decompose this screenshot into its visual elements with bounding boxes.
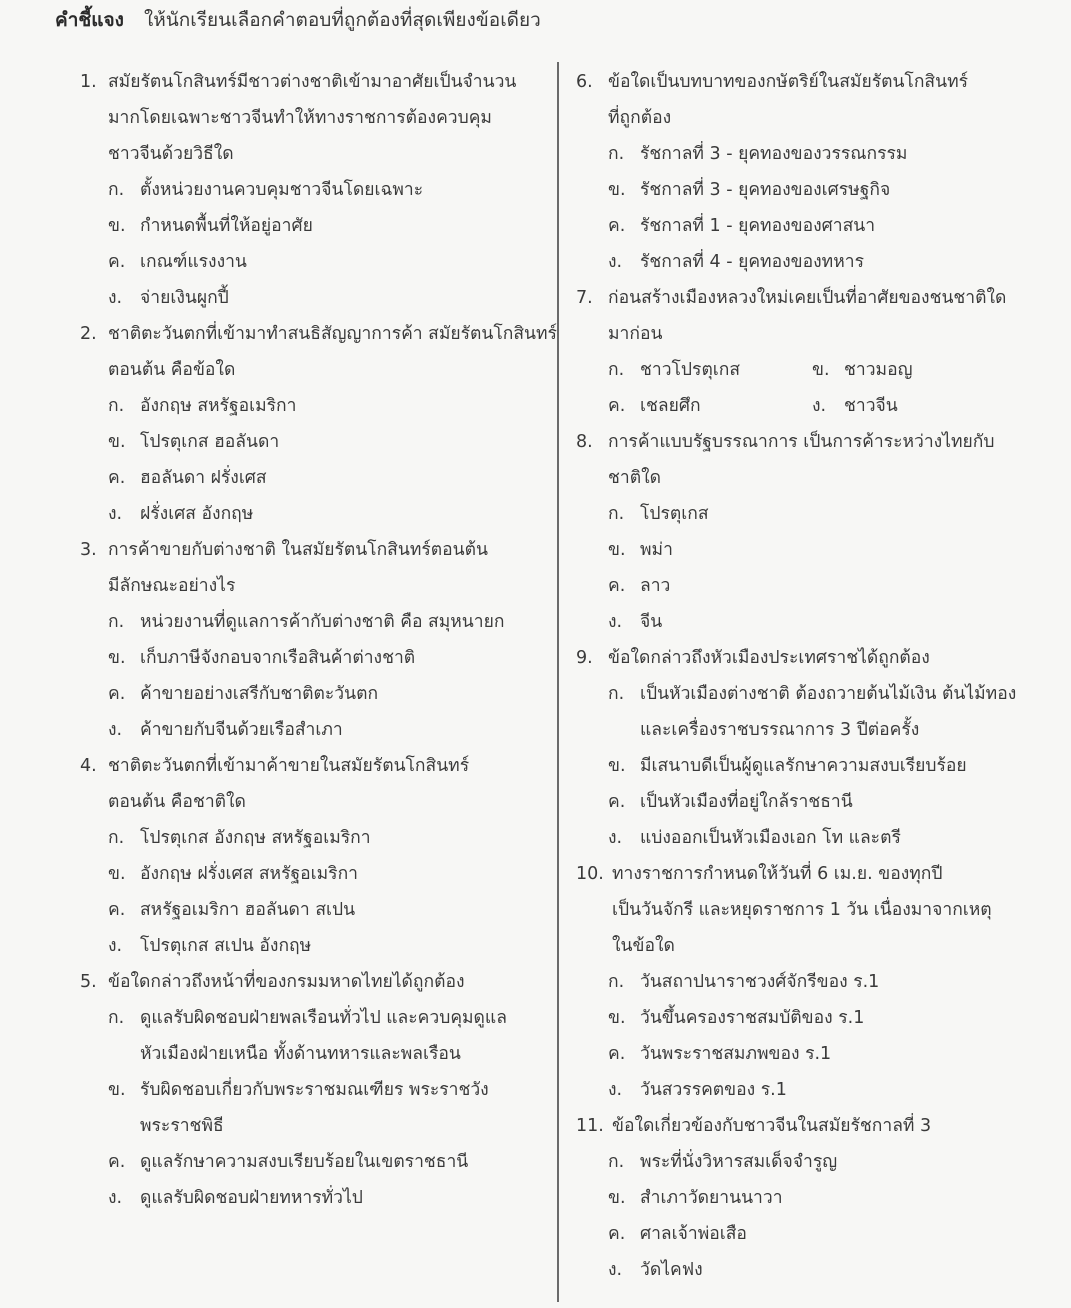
option-letter: ง. [108, 504, 123, 524]
option-text: เก็บภาษีจังกอบจากเรือสินค้าต่างชาติ [140, 648, 416, 668]
option-text: ชาวโปรตุเกส [640, 360, 741, 380]
answer-option [80, 1180, 550, 1216]
option-text-continued: พระราชพิธี [140, 1116, 224, 1136]
option-letter: ง. [108, 1188, 123, 1208]
answer-option [80, 280, 550, 316]
right-column [576, 64, 1046, 1288]
option-text: มีเสนาบดีเป็นผู้ดูแลรักษาความสงบเรียบร้อย [640, 756, 967, 776]
answer-option [576, 1216, 1046, 1252]
answer-option [80, 244, 550, 280]
question-text-continued: ชาติใด [608, 468, 661, 488]
option-letter: ก. [108, 828, 125, 848]
question [576, 1108, 1046, 1288]
option-text: เป็นหัวเมืองที่อยู่ใกล้ราชธานี [640, 792, 853, 812]
question-line [576, 424, 1046, 460]
answer-option [812, 352, 1016, 388]
question-text-continued: ชาวจีนด้วยวิธีใด [108, 144, 234, 164]
answer-option [576, 1144, 1046, 1180]
question-number: 7. [576, 288, 593, 308]
answer-option [576, 604, 1046, 640]
option-text: ลาว [640, 576, 671, 596]
option-letter: ก. [108, 396, 125, 416]
question-text-continued: ตอนต้น คือข้อใด [108, 360, 236, 380]
option-letter: ก. [608, 144, 625, 164]
option-letter: ก. [608, 504, 625, 524]
option-text: โปรตุเกส [640, 504, 709, 524]
question-line [80, 316, 557, 352]
option-letter: ง. [812, 396, 827, 416]
option-text: โปรตุเกส ฮอลันดา [140, 432, 280, 452]
question-line [80, 748, 550, 784]
answer-option [80, 676, 550, 712]
question-text: ทางราชการกำหนดให้วันที่ 6 เม.ย. ของทุกปี [612, 864, 943, 884]
question-text: ชาติตะวันตกที่เข้ามาทำสนธิสัญญาการค้า สมัยรัตนโกสินทร์ [108, 324, 557, 344]
answer-option [608, 352, 812, 388]
option-letter: ค. [608, 216, 626, 236]
instructions-label: คำชี้แจง [55, 9, 124, 31]
question-text-continued: ที่ถูกต้อง [608, 108, 672, 128]
option-letter: ค. [108, 684, 126, 704]
option-letter: ง. [608, 612, 623, 632]
answer-option [576, 172, 1046, 208]
question-line [576, 856, 1046, 892]
option-text: รับผิดชอบเกี่ยวกับพระราชมณเฑียร พระราชวัง [140, 1080, 489, 1100]
question-line [576, 1108, 1046, 1144]
option-text: ฮอลันดา ฝรั่งเศส [140, 468, 267, 488]
answer-option [576, 208, 1046, 244]
option-text: ตั้งหน่วยงานควบคุมชาวจีนโดยเฉพาะ [140, 180, 424, 200]
question-text: สมัยรัตนโกสินทร์มีชาวต่างชาติเข้ามาอาศัยเป็นจำนวน [108, 72, 517, 92]
option-letter: ข. [608, 756, 626, 776]
question-text: ก่อนสร้างเมืองหลวงใหม่เคยเป็นที่อาศัยของชนชาติใด [608, 288, 1007, 308]
option-text: รัชกาลที่ 1 - ยุคทองของศาสนา [640, 216, 876, 236]
option-text-continued: หัวเมืองฝ่ายเหนือ ทั้งด้านทหารและพลเรือน [140, 1044, 461, 1064]
question-text: ชาติตะวันตกที่เข้ามาค้าขายในสมัยรัตนโกสินทร์ [108, 756, 470, 776]
question-number: 10. [576, 864, 604, 884]
question-number: 1. [80, 72, 97, 92]
question-line [80, 964, 550, 1000]
question-number: 6. [576, 72, 593, 92]
option-text: เชลยศึก [640, 396, 701, 416]
option-letter: ก. [108, 1008, 125, 1028]
question-line [576, 64, 1046, 100]
option-letter: ค. [608, 792, 626, 812]
answer-option [576, 1036, 1046, 1072]
answer-option-row [576, 388, 1046, 424]
option-letter: ข. [108, 216, 126, 236]
option-text: พระที่นั่งวิหารสมเด็จจำรูญ [640, 1152, 838, 1172]
option-text: ชาวจีน [844, 396, 898, 416]
option-text: ค้าขายกับจีนด้วยเรือสำเภา [140, 720, 343, 740]
answer-option [576, 1252, 1046, 1288]
answer-option [80, 892, 550, 928]
answer-option [576, 568, 1046, 604]
question-text: ข้อใดกล่าวถึงหน้าที่ของกรมมหาดไทยได้ถูกต้อง [108, 972, 465, 992]
option-letter: ข. [608, 1188, 626, 1208]
question-text: การค้าแบบรัฐบรรณาการ เป็นการค้าระหว่างไทยกับ [608, 432, 995, 452]
answer-option [80, 712, 550, 748]
option-letter: ข. [608, 540, 626, 560]
question [576, 64, 1046, 280]
answer-option-row [576, 352, 1046, 388]
option-text: ดูแลรับผิดชอบฝ่ายพลเรือนทั่วไป และควบคุมดูแล [140, 1008, 507, 1028]
question-line [80, 532, 550, 568]
answer-option [80, 208, 550, 244]
option-letter: ข. [108, 648, 126, 668]
answer-option [80, 388, 550, 424]
question-text-continued: มากโดยเฉพาะชาวจีนทำให้ทางราชการต้องควบคุม [108, 108, 492, 128]
option-letter: ค. [108, 1152, 126, 1172]
question-number: 5. [80, 972, 97, 992]
instructions-header [55, 5, 541, 35]
answer-option [80, 172, 550, 208]
answer-option [80, 424, 550, 460]
option-letter: ข. [108, 432, 126, 452]
answer-option [576, 1180, 1046, 1216]
answer-option [80, 856, 550, 892]
option-text: จ่ายเงินผูกปี้ [140, 288, 229, 308]
option-letter: ก. [108, 612, 125, 632]
option-letter: ค. [608, 396, 626, 416]
option-letter: ข. [812, 360, 830, 380]
question [576, 280, 1046, 424]
question-text-continued: มาก่อน [608, 324, 663, 344]
question-text: การค้าขายกับต่างชาติ ในสมัยรัตนโกสินทร์ตอนต้น [108, 540, 488, 560]
question-number: 9. [576, 648, 593, 668]
option-letter: ก. [108, 180, 125, 200]
answer-option [80, 496, 550, 532]
answer-option [80, 820, 550, 856]
option-letter: ง. [108, 288, 123, 308]
answer-option [608, 388, 812, 424]
option-text: รัชกาลที่ 3 - ยุคทองของวรรณกรรม [640, 144, 908, 164]
answer-option [80, 1000, 550, 1036]
question-line [80, 64, 550, 100]
option-text: กำหนดพื้นที่ให้อยู่อาศัย [140, 216, 313, 236]
option-text: วันขึ้นครองราชสมบัติของ ร.1 [640, 1008, 865, 1028]
question-text: ข้อใดเกี่ยวข้องกับชาวจีนในสมัยรัชกาลที่ 3 [612, 1116, 932, 1136]
option-letter: ค. [108, 900, 126, 920]
question [80, 748, 550, 964]
question-text-continued: ตอนต้น คือชาติใด [108, 792, 246, 812]
option-text: ค้าขายอย่างเสรีกับชาติตะวันตก [140, 684, 379, 704]
question-number: 2. [80, 324, 97, 344]
answer-option [576, 496, 1046, 532]
option-text: อังกฤษ สหรัฐอเมริกา [140, 396, 297, 416]
option-letter: ข. [108, 864, 126, 884]
option-text: ฝรั่งเศส อังกฤษ [140, 504, 254, 524]
option-text: จีน [640, 612, 663, 632]
question-text: ข้อใดเป็นบทบาทของกษัตริย์ในสมัยรัตนโกสินทร์ [608, 72, 968, 92]
instructions-text: ให้นักเรียนเลือกคำตอบที่ถูกต้องที่สุดเพียงข้อเดียว [143, 9, 541, 31]
option-letter: ง. [608, 1260, 623, 1280]
option-text: เป็นหัวเมืองต่างชาติ ต้องถวายต้นไม้เงิน ต้นไม้ทอง [640, 684, 1017, 704]
option-text: พม่า [640, 540, 673, 560]
option-letter: ข. [108, 1080, 126, 1100]
question [576, 424, 1046, 640]
question-line [576, 280, 1046, 316]
option-text: ศาลเจ้าพ่อเสือ [640, 1224, 747, 1244]
option-letter: ข. [608, 1008, 626, 1028]
option-text: วัดไคฟง [640, 1260, 703, 1280]
option-letter: ค. [608, 1044, 626, 1064]
question [80, 64, 550, 316]
option-text: วันสวรรคตของ ร.1 [640, 1080, 787, 1100]
answer-option [812, 388, 1016, 424]
option-text: วันสถาปนาราชวงศ์จักรีของ ร.1 [640, 972, 880, 992]
question [80, 532, 550, 748]
answer-option [80, 640, 550, 676]
option-letter: ง. [608, 1080, 623, 1100]
answer-option [80, 928, 550, 964]
option-text: สำเภาวัดยานนาวา [640, 1188, 783, 1208]
option-letter: ก. [608, 972, 625, 992]
option-letter: ก. [608, 360, 625, 380]
question-text-continued: ในข้อใด [612, 936, 675, 956]
option-text: หน่วยงานที่ดูแลการค้ากับต่างชาติ คือ สมุหนายก [140, 612, 505, 632]
option-letter: ง. [108, 936, 123, 956]
option-letter: ค. [108, 252, 126, 272]
answer-option [576, 964, 1046, 1000]
question-number: 4. [80, 756, 97, 776]
column-divider [557, 62, 559, 1302]
option-text: ชาวมอญ [844, 360, 913, 380]
answer-option [576, 136, 1046, 172]
option-text: แบ่งออกเป็นหัวเมืองเอก โท และตรี [640, 828, 901, 848]
answer-option [80, 1072, 550, 1108]
option-text: อังกฤษ ฝรั่งเศส สหรัฐอเมริกา [140, 864, 358, 884]
answer-option [576, 1000, 1046, 1036]
option-text: เกณฑ์แรงงาน [140, 252, 247, 272]
option-text: ดูแลรักษาความสงบเรียบร้อยในเขตราชธานี [140, 1152, 469, 1172]
option-letter: ค. [608, 576, 626, 596]
question-text: ข้อใดกล่าวถึงหัวเมืองประเทศราชได้ถูกต้อง [608, 648, 930, 668]
option-letter: ค. [108, 468, 126, 488]
question [576, 856, 1046, 1108]
option-letter: ค. [608, 1224, 626, 1244]
option-letter: ง. [608, 828, 623, 848]
answer-option [576, 244, 1046, 280]
question [80, 316, 557, 532]
option-text: โปรตุเกส อังกฤษ สหรัฐอเมริกา [140, 828, 371, 848]
option-text: รัชกาลที่ 4 - ยุคทองของทหาร [640, 252, 864, 272]
option-letter: ง. [608, 252, 623, 272]
question-number: 8. [576, 432, 593, 452]
answer-option [576, 1072, 1046, 1108]
answer-option [80, 460, 550, 496]
option-text: สหรัฐอเมริกา ฮอลันดา สเปน [140, 900, 356, 920]
option-letter: ก. [608, 1152, 625, 1172]
option-text: ดูแลรับผิดชอบฝ่ายทหารทั่วไป [140, 1188, 363, 1208]
option-text: รัชกาลที่ 3 - ยุคทองของเศรษฐกิจ [640, 180, 891, 200]
answer-option [576, 748, 1046, 784]
answer-option [576, 784, 1046, 820]
answer-option [576, 820, 1046, 856]
question [80, 964, 550, 1216]
option-text-continued: และเครื่องราชบรรณาการ 3 ปีต่อครั้ง [640, 720, 920, 740]
question-number: 3. [80, 540, 97, 560]
question-text-continued: มีลักษณะอย่างไร [108, 576, 236, 596]
option-letter: ก. [608, 684, 625, 704]
answer-option [80, 1144, 550, 1180]
question-text-continued: เป็นวันจักรี และหยุดราชการ 1 วัน เนื่องมาจากเหตุ [612, 900, 992, 920]
option-letter: ข. [608, 180, 626, 200]
question-line [576, 640, 1046, 676]
option-text: วันพระราชสมภพของ ร.1 [640, 1044, 832, 1064]
answer-option [576, 532, 1046, 568]
answer-option [80, 604, 550, 640]
answer-option [576, 676, 1046, 712]
question [576, 640, 1046, 856]
option-letter: ง. [108, 720, 123, 740]
option-text: โปรตุเกส สเปน อังกฤษ [140, 936, 312, 956]
question-number: 11. [576, 1116, 604, 1136]
left-column [80, 64, 557, 1216]
